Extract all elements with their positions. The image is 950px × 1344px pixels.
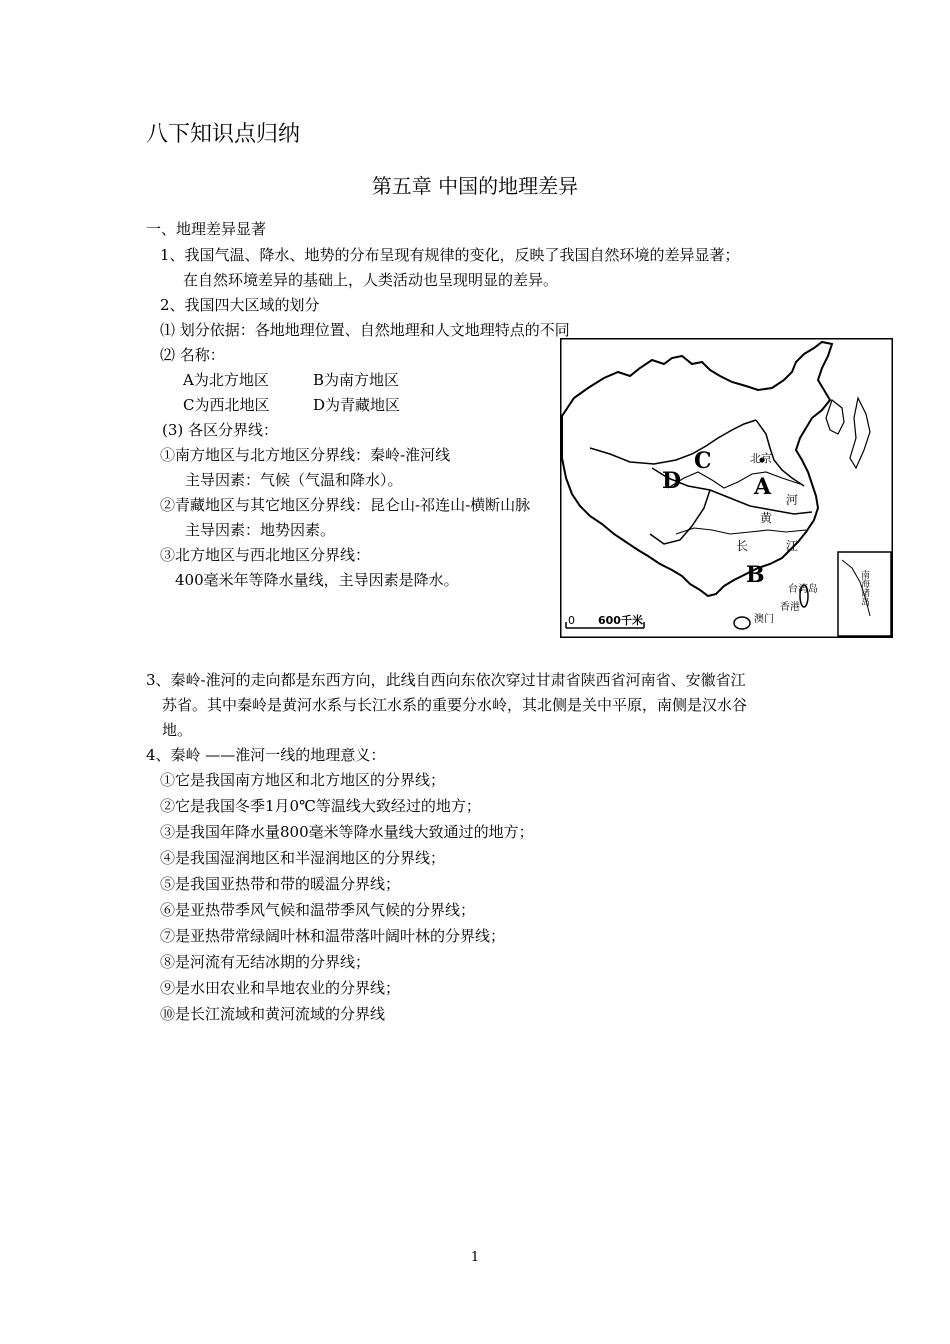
document-title: 八下知识点归纳 bbox=[146, 122, 301, 147]
significance-item: ⑩是长江流域和黄河流域的分界线 bbox=[160, 1005, 386, 1023]
boundary-3-detail: 400毫米年等降水量线，主导因素是降水。 bbox=[175, 571, 459, 589]
significance-item: ⑥是亚热带季风气候和温带季风气候的分界线； bbox=[160, 901, 476, 919]
map-label-taiwan: 台湾岛 bbox=[788, 584, 818, 595]
boundary-1-factor: 主导因素：气候（气温和降水）。 bbox=[185, 471, 403, 489]
page-number: 1 bbox=[470, 1250, 480, 1265]
significance-item: ⑧是河流有无结冰期的分界线； bbox=[160, 953, 371, 971]
significance-item: ③是我国年降水量800毫米等降水量线大致通过的地方； bbox=[160, 823, 534, 841]
para-2-heading: 2、我国四大区域的划分 bbox=[160, 296, 320, 314]
boundary-3: ③北方地区与西北地区分界线： bbox=[160, 546, 371, 564]
map-label-beijing: 北京 bbox=[750, 452, 772, 465]
boundary-1: ①南方地区与北方地区分界线：秦岭-淮河线 bbox=[160, 446, 451, 464]
map-label-yangtze-2: 江 bbox=[786, 539, 799, 553]
boundary-2-factor: 主导因素：地势因素。 bbox=[185, 521, 336, 539]
map-label-c: C bbox=[694, 448, 712, 474]
division-basis: ⑴ 划分依据：各地地理位置、自然地理和人文地理特点的不同 bbox=[160, 321, 570, 339]
para-3-line-3: 地。 bbox=[162, 721, 193, 739]
map-inset-label: 南海诸岛 bbox=[859, 570, 869, 606]
map-scale-zero: 0 bbox=[568, 614, 575, 627]
para-1-line-2: 在自然环境差异的基础上，人类活动也呈现明显的差异。 bbox=[183, 271, 559, 289]
map-label-a: A bbox=[754, 474, 772, 500]
names-label: ⑵ 名称： bbox=[160, 346, 225, 364]
china-regions-map bbox=[560, 338, 893, 638]
significance-item: ④是我国湿润地区和半湿润地区的分界线； bbox=[160, 849, 446, 867]
map-label-yangtze-1: 长 bbox=[736, 539, 749, 553]
chapter-title: 第五章 中国的地理差异 bbox=[371, 174, 579, 198]
map-label-b: B bbox=[746, 562, 765, 588]
significance-item: ⑦是亚热带常绿阔叶林和温带落叶阔叶林的分界线； bbox=[160, 927, 506, 945]
map-label-river-1: 黄 bbox=[760, 511, 773, 525]
para-1-line-1: 1、我国气温、降水、地势的分布呈现有规律的变化，反映了我国自然环境的差异显著； bbox=[160, 246, 740, 264]
para-3-line-1: 3、秦岭-淮河的走向都是东西方向，此线自西向东依次穿过甘肃省陕西省河南省、安徽省江 bbox=[146, 671, 746, 689]
significance-item: ⑨是水田农业和旱地农业的分界线； bbox=[160, 979, 401, 997]
name-c: C为西北地区 bbox=[183, 396, 270, 414]
name-b: B为南方地区 bbox=[313, 371, 400, 389]
significance-item: ①它是我国南方地区和北方地区的分界线； bbox=[160, 771, 446, 789]
significance-item: ⑤是我国亚热带和带的暖温分界线； bbox=[160, 875, 401, 893]
section-1-heading: 一、地理差异显著 bbox=[146, 220, 267, 238]
map-label-d: D bbox=[662, 468, 682, 494]
name-a: A为北方地区 bbox=[183, 371, 269, 389]
map-scale-label: 600千米 bbox=[598, 614, 643, 627]
significance-item: ②它是我国冬季1月0℃等温线大致经过的地方； bbox=[160, 797, 481, 815]
map-label-hongkong: 香港 bbox=[780, 602, 800, 613]
map-label-river-2: 河 bbox=[786, 493, 799, 507]
boundaries-label: (3) 各区分界线： bbox=[162, 421, 279, 439]
boundary-2: ②青藏地区与其它地区分界线：昆仑山-祁连山-横断山脉 bbox=[160, 496, 531, 514]
map-label-macau: 澳门 bbox=[754, 614, 774, 625]
para-3-line-2: 苏省。其中秦岭是黄河水系与长江水系的重要分水岭，其北侧是关中平原，南侧是汉水谷 bbox=[162, 696, 748, 714]
name-d: D为青藏地区 bbox=[313, 396, 401, 414]
para-4-heading: 4、秦岭 ——淮河一线的地理意义： bbox=[146, 746, 386, 764]
